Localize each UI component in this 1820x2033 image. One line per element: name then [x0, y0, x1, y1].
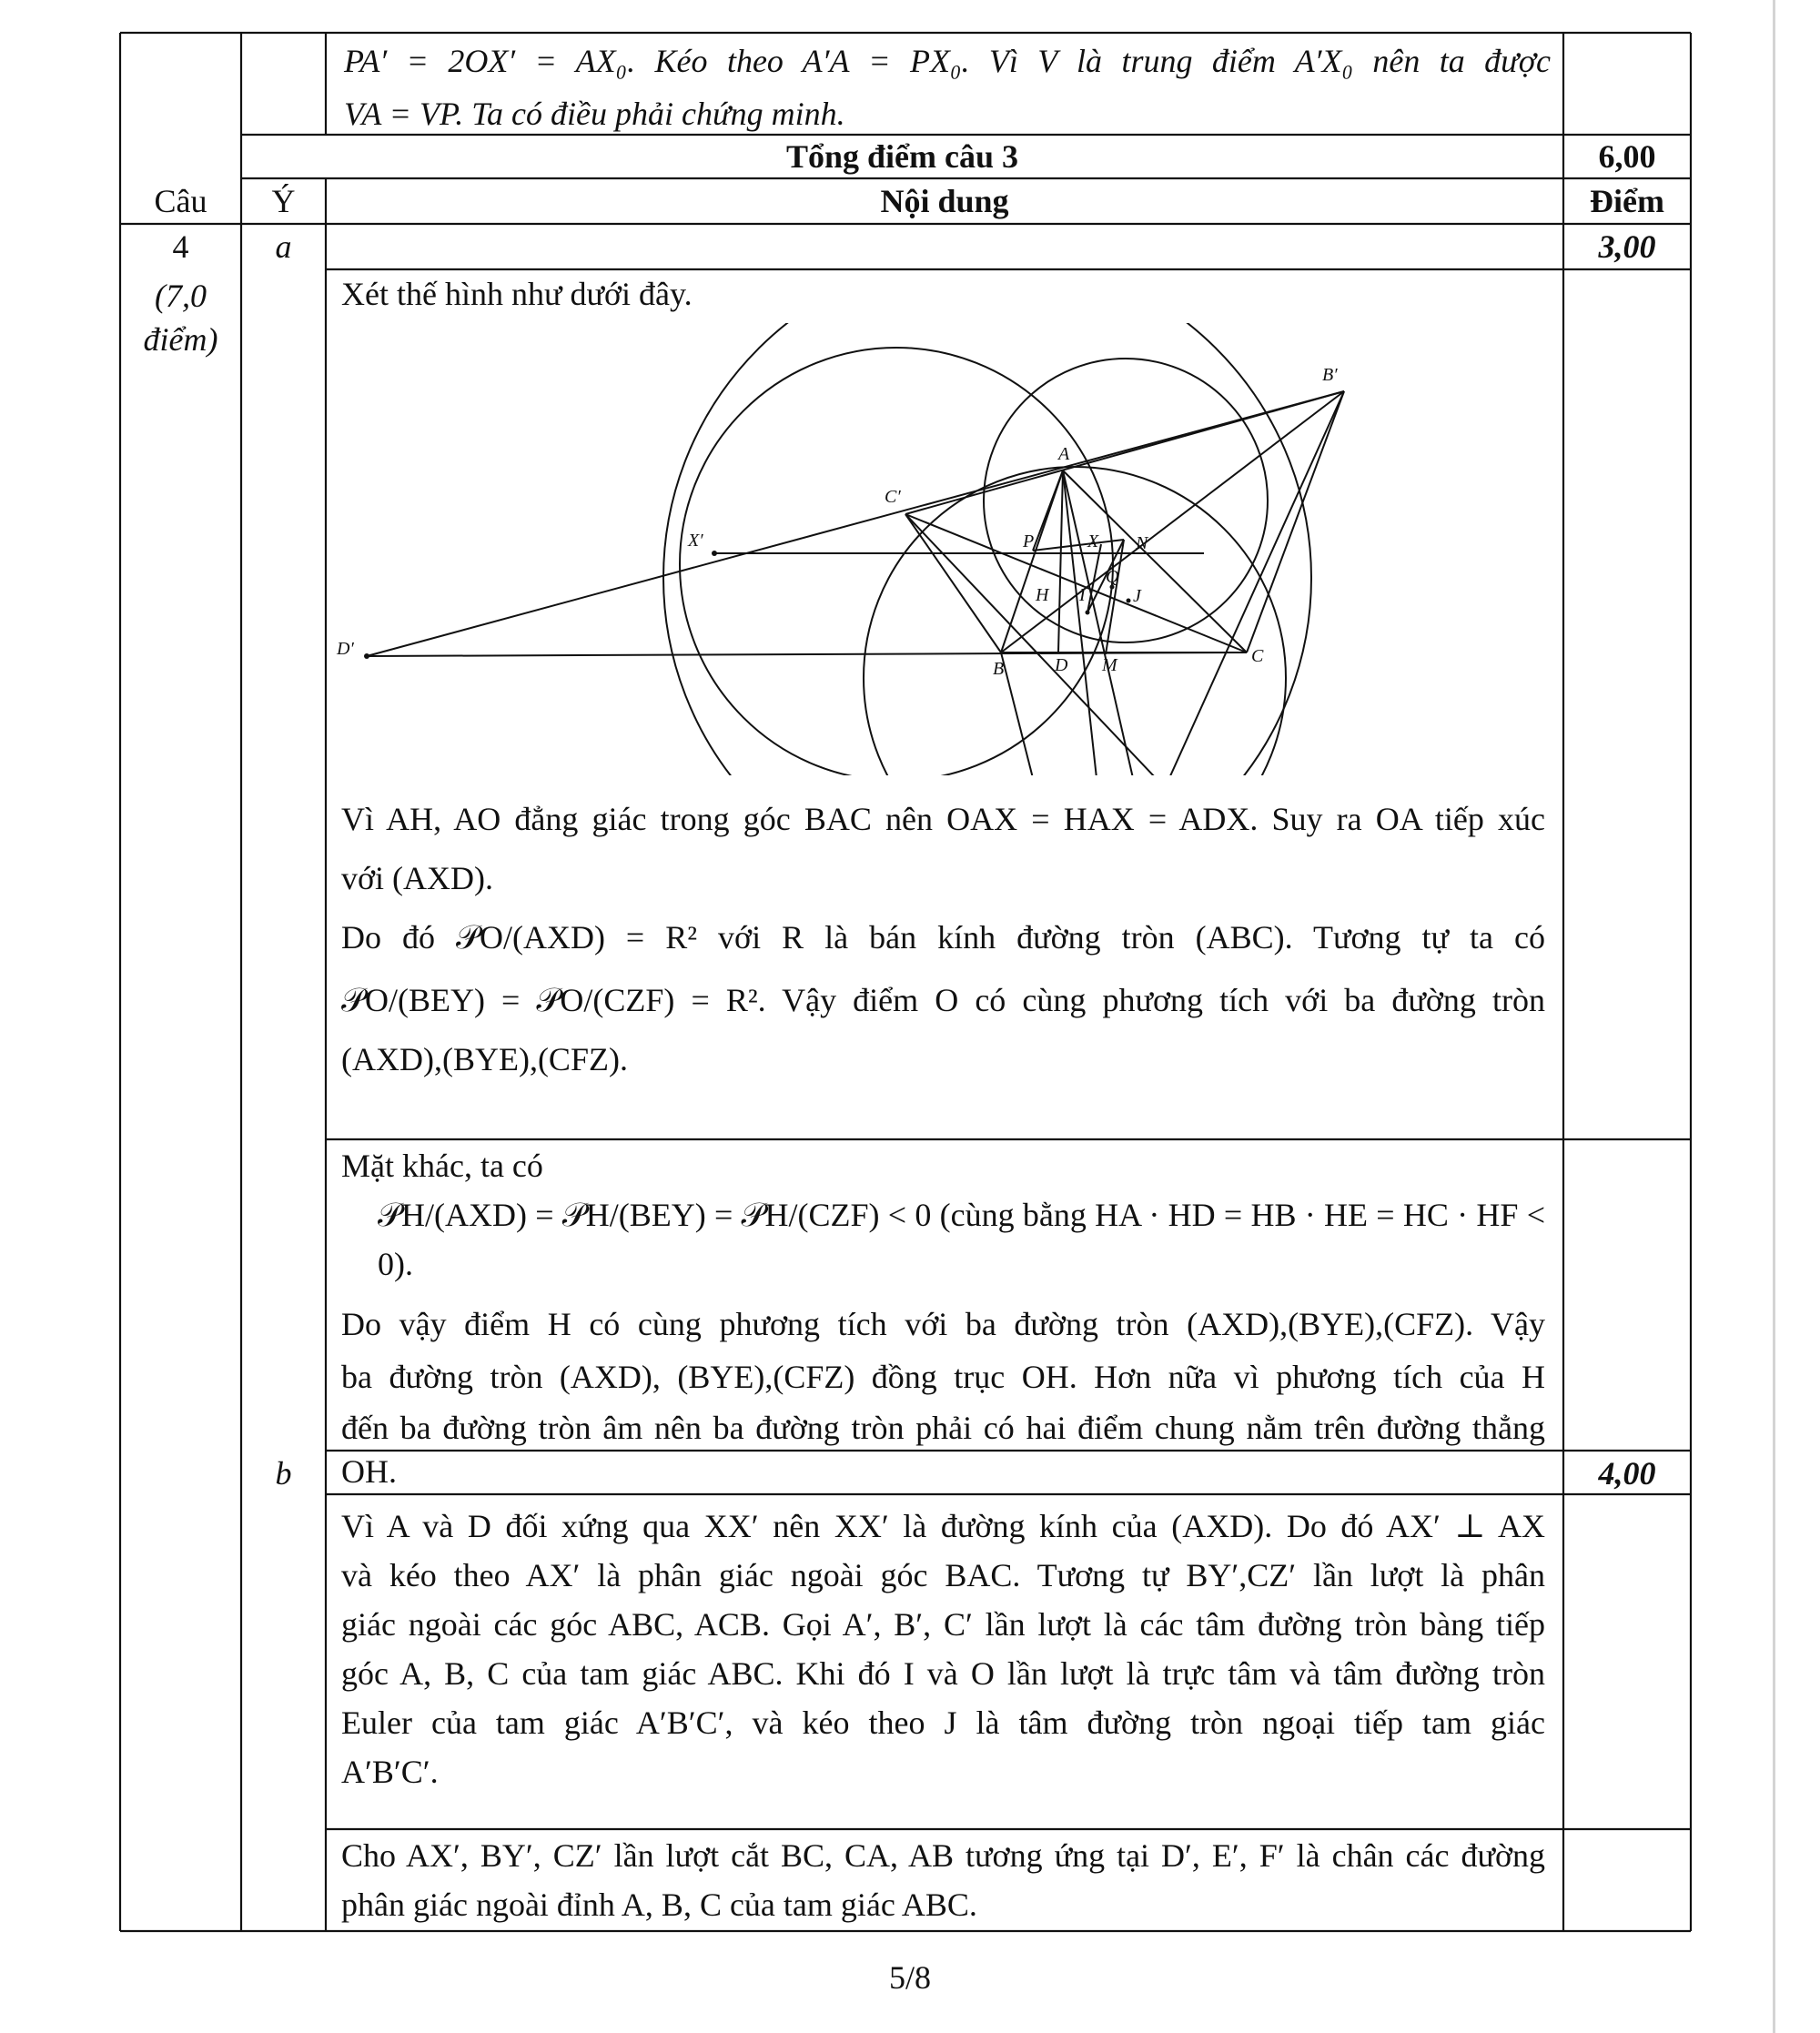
circle-left	[680, 348, 1113, 778]
part-a-p2-line-6: OH.	[341, 1453, 397, 1490]
label-A: A	[1058, 444, 1070, 464]
label-P: P	[1023, 531, 1035, 551]
part-a-intro: Xét thế hình như dưới đây.	[341, 276, 693, 312]
total-question-3-label: Tổng điểm câu 3	[785, 138, 1019, 175]
part-b-label: b	[275, 1455, 292, 1492]
part-b-p2-line-1: Cho AX′, BY′, CZ′ lần lượt cắt BC, CA, AB tương ứng tại D′, E′, F′ là chân các đường	[341, 1837, 1545, 1874]
question-4-points-line-1: (7,0	[155, 278, 207, 314]
part-b-p1-line-1: Vì A và D đối xứng qua XX′ nên XX′ là đường kính của (AXD). Do đó AX′ ⊥ AX	[341, 1508, 1545, 1544]
label-Q: Q	[1106, 567, 1119, 587]
top-row-line-2: VA = VP. Ta có điều phải chứng minh.	[344, 96, 845, 132]
page-edge-rule	[1773, 0, 1775, 2033]
header-cau: Câu	[154, 183, 207, 219]
part-b-p1-line-5: Euler của tam giác A′B′C′, và kéo theo J là tâm đường tròn ngoại tiếp tam giác	[341, 1704, 1545, 1741]
part-a-paragraph-1	[341, 794, 1545, 1086]
page-number: 5/8	[888, 1959, 931, 1996]
part-a-p2-line-1: Mặt khác, ta có	[341, 1148, 543, 1184]
circle-abc	[984, 359, 1268, 642]
part-a-p1-line-4: 𝒫O/(BEY) = 𝒫O/(CZF) = R². Vậy điểm O có cùng phương tích với ba đường tròn	[341, 982, 1545, 1018]
label-M: M	[1102, 655, 1117, 675]
label-X-prime: X′	[688, 531, 703, 551]
header-noi-dung: Nội dung	[880, 183, 1009, 219]
label-D: D	[1055, 655, 1068, 675]
label-J: J	[1133, 586, 1141, 606]
part-a-score: 3,00	[1598, 228, 1656, 265]
circle-middle	[864, 467, 1286, 778]
total-question-3-score: 6,00	[1598, 138, 1656, 175]
label-B: B	[993, 659, 1005, 679]
label-C: C	[1251, 646, 1264, 666]
label-X: X	[1087, 531, 1099, 551]
header-y: Ý	[271, 183, 296, 219]
top-row-line-1: PA′ = 2OX′ = AX₀. Kéo theo A′A = PX₀. Vì V là trung điểm A′X₀ nên ta được	[344, 43, 1551, 79]
part-a-p1-line-5: (AXD),(BYE),(CFZ).	[341, 1041, 628, 1077]
question-4-number: 4	[172, 228, 189, 265]
circle-right	[663, 323, 1311, 778]
header-diem: Điểm	[1590, 183, 1664, 219]
label-H: H	[1036, 585, 1049, 605]
part-b-p2-line-2: phân giác ngoài đỉnh A, B, C của tam giác ABC.	[341, 1886, 977, 1923]
part-a-paragraph-2	[341, 1141, 1545, 1496]
label-D-prime: D′	[337, 639, 354, 659]
part-a-p2-line-3: Do vậy điểm H có cùng phương tích với ba đường tròn (AXD),(BYE),(CFZ). Vậy	[341, 1306, 1545, 1342]
part-b-p1-line-2: và kéo theo AX′ là phân giác ngoài góc BAC. Tương tự BY′,CZ′ lần lượt là phân	[341, 1557, 1545, 1593]
part-a-p1-line-1: Vì AH, AO đẳng giác trong góc BAC nên OAX = HAX = ADX. Suy ra OA tiếp xúc	[341, 801, 1545, 837]
part-b-score: 4,00	[1598, 1455, 1656, 1492]
part-b-p1-line-3: giác ngoài các góc ABC, ACB. Gọi A′, B′, C′ lần lượt là các tâm đường tròn bàng tiếp	[341, 1606, 1545, 1643]
label-C-prime: C′	[885, 487, 901, 507]
part-a-p2-line-4: ba đường tròn (AXD), (BYE),(CFZ) đồng trục OH. Hơn nữa vì phương tích của H	[341, 1359, 1545, 1395]
part-b-p1-line-4: góc A, B, C của tam giác ABC. Khi đó I và O lần lượt là trực tâm và tâm đường tròn	[341, 1655, 1545, 1692]
label-N: N	[1136, 533, 1148, 553]
part-b-p1-line-6: A′B′C′.	[341, 1754, 439, 1790]
label-I: I	[1079, 585, 1086, 605]
geometry-figure	[332, 323, 1474, 778]
part-a-label: a	[275, 228, 292, 265]
part-a-p2-line-5: đến ba đường tròn âm nên ba đường tròn phải có hai điểm chung nằm trên đường thẳng	[341, 1410, 1545, 1446]
label-B-prime: B′	[1322, 365, 1338, 385]
part-a-p2-line-2: 𝒫H/(AXD) = 𝒫H/(BEY) = 𝒫H/(CZF) < 0 (cùng bằng HA · HD = HB · HE = HC · HF < 0).	[378, 1197, 1545, 1282]
question-4-points-line-2: điểm)	[143, 321, 218, 358]
part-b-paragraph-1	[341, 1502, 1545, 1796]
part-b-paragraph-2	[341, 1831, 1545, 1929]
part-a-p1-line-2: với (AXD).	[341, 860, 494, 896]
part-a-p1-line-3: Do đó 𝒫O/(AXD) = R² với R là bán kính đường tròn (ABC). Tương tự ta có	[341, 919, 1545, 956]
